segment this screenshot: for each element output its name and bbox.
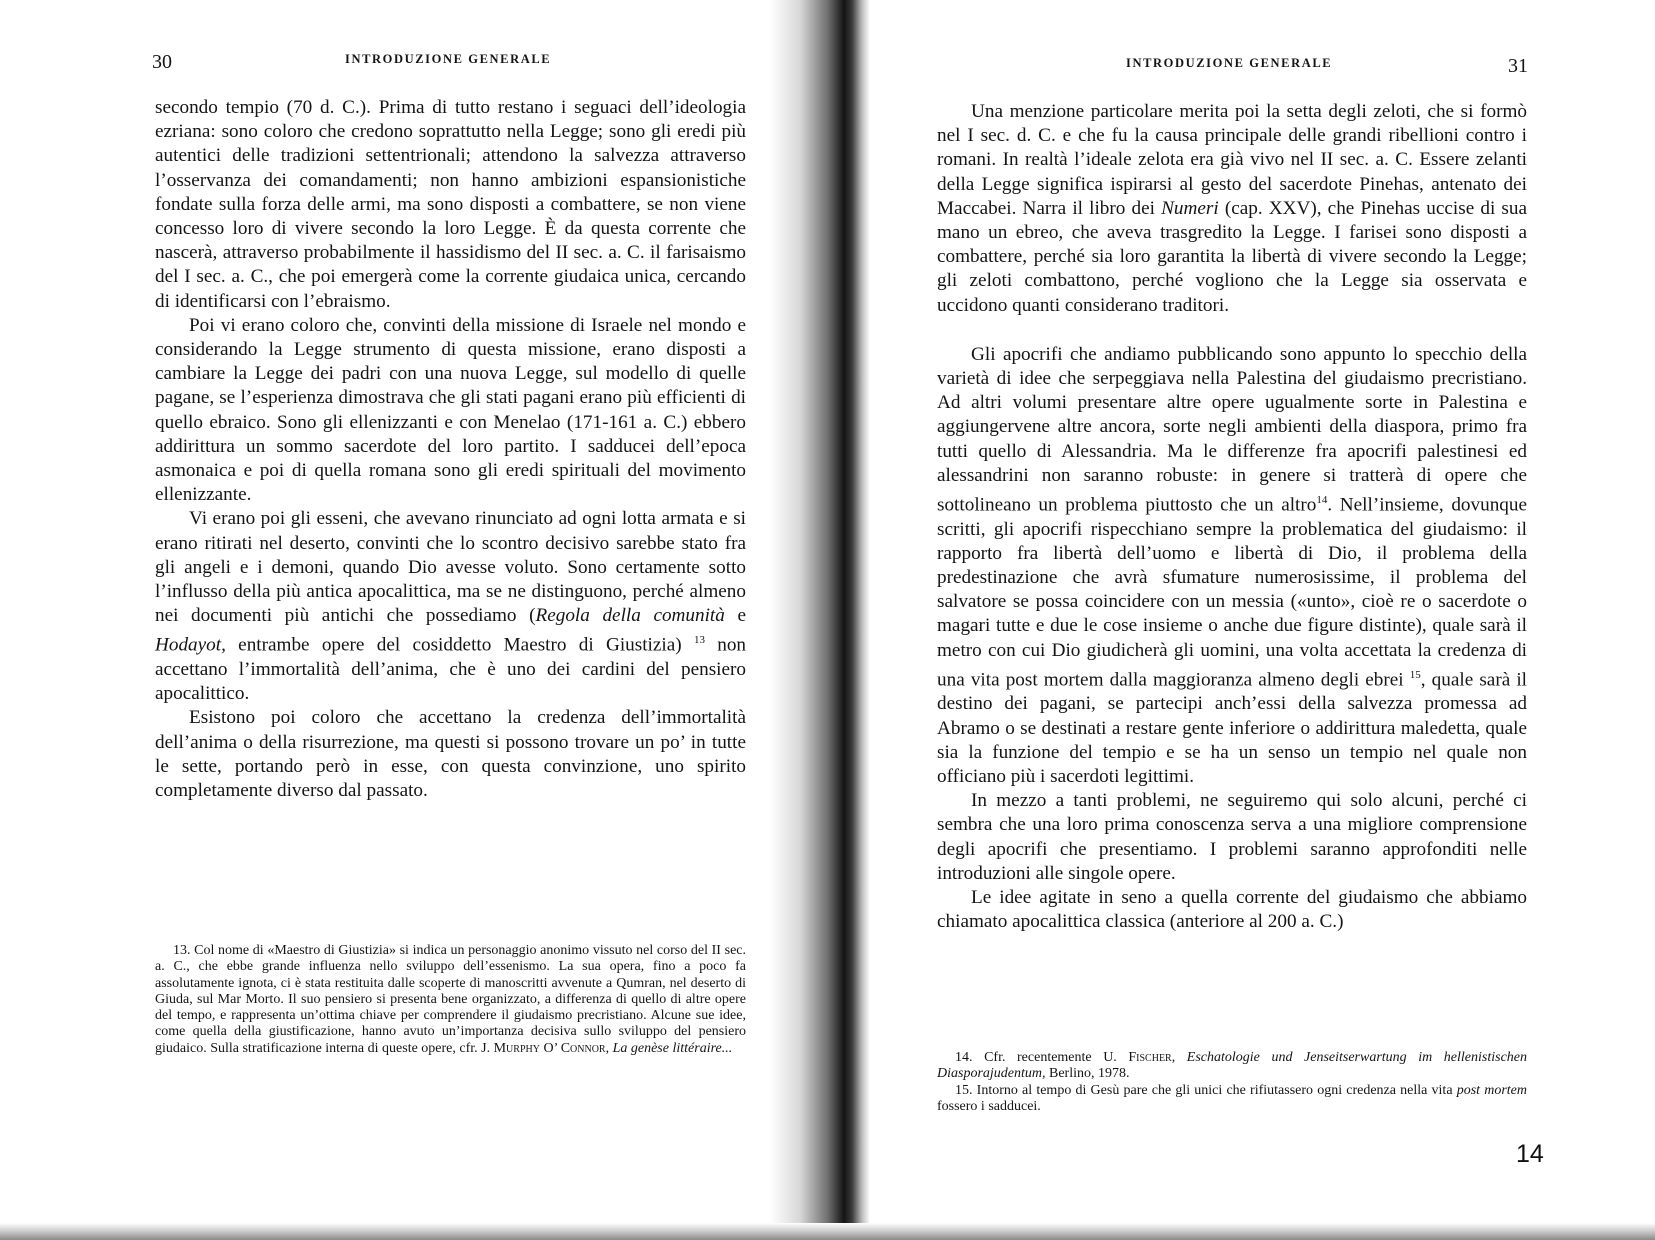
author-name: Murphy O’ Connor, [493, 1040, 610, 1056]
italic-title: Eschatologie und Jenseitserwartung im hellenistischen Diasporajudentum, [937, 1050, 1527, 1082]
text-run: 14. Cfr. recentemente U. [955, 1050, 1129, 1065]
text-run: secondo tempio (70 d. C.). Prima di tutto restano i seguaci dell’ideologia ezriana: sono coloro che credono soprattutto nella Legge; sono gli eredi più autentici delle tradizioni settentrionali; attendono la salvezza attraverso l’osservanza dei comandamenti; non hanno ambizioni espansionistiche fondate sulla forza delle armi, ma sono disposti a combattere, se non viene concesso loro di vivere secondo la loro Legge. È da questa corrente che nascerà, attraverso probabilmente il hassidismo del II sec. a. C. il farisaismo del I sec. a. C., che poi emergerà come la corrente giudaica unica, cercando di identificarsi con l’ebraismo. [155, 97, 746, 312]
left-paragraph [155, 314, 746, 508]
text-run: Berlino, 1978. [1045, 1066, 1130, 1082]
text-run: , quale sarà il destino dei pagani, se partecipi anch’essi della salvezza promessa ad Abramo o se destinati a restare gente inferiore o addirittura maledetta, quale sia la funzione del tempio e se ha un senso un tempio nel quale non officiano più i sacerdoti legittimi. [937, 669, 1527, 788]
author-name: Fischer, [1128, 1050, 1176, 1065]
footnote-14 [937, 1050, 1527, 1083]
left-folio: 30 [152, 51, 172, 73]
italic-title: Regola della comunità [535, 605, 725, 627]
right-paragraph [937, 343, 1527, 789]
footnote-ref-13: 13 [693, 634, 705, 647]
left-paragraph [155, 96, 746, 314]
text-run: 15. Intorno al tempo di Gesù pare che gli unici che rifiutassero ogni credenza nella vita [955, 1082, 1457, 1098]
left-page [0, 0, 820, 1240]
right-folio: 31 [1508, 55, 1528, 77]
text-run: Le idee agitate in seno a quella corrente del giudaismo che abbiamo chiamato apocalittica classica (anteriore al 200 a. C.) [937, 887, 1527, 933]
footnote-15 [937, 1083, 1527, 1116]
text-run [1175, 1050, 1187, 1065]
right-paragraph [937, 789, 1527, 886]
footnote-ref-15: 15 [1409, 668, 1421, 681]
text-run: In mezzo a tanti problemi, ne seguiremo qui solo alcuni, perché ci sembra che una loro prima conoscenza serva a una migliore comprensione degli apocrifi che presentiamo. I problemi saranno approfonditi nelle introduzioni alle singole opere. [937, 790, 1527, 884]
scan-bottom-edge [0, 1223, 1655, 1240]
left-paragraph [155, 706, 746, 803]
right-page [850, 0, 1655, 1240]
footnote-ref-14: 14 [1316, 494, 1328, 507]
text-run: (cap. XXV), che Pinehas uccise di sua mano un ebreo, che aveva trasgredito la Legge. I farisei sono disposti a combattere, perché sia loro garantita la libertà di vivere secondo la Legge; gli zeloti combattono, perché vogliono che la Legge sia osservata e uccidono quanti considerano traditori. [937, 197, 1528, 316]
text-run: fossero i sadducei. [937, 1098, 1041, 1114]
text-run: e [724, 605, 747, 627]
right-paragraph [937, 886, 1527, 934]
text-run: Gli apocrifi che andiamo pubblicando sono appunto lo specchio della varietà di idee che serpeggiava nella Palestina del giudaismo precristiano. Ad altri volumi presentare altre opere ugualmente sorte in Palestina e aggiungervene altre ancora, sorte negli ambienti della diaspora, primo fra tutti quello di Alessandria. Ma le differenze fra apocrifi palestinesi ed alessandrini non saranno robuste: in genere si tratterà di opere che sottolineano un problema piuttosto che un altro [937, 343, 1527, 516]
text-run: Vi erano poi gli esseni, che avevano rinunciato ad ogni lotta armata e si erano ritirati nel deserto, convinti che lo scontro decisivo sarebbe stato fra gli angeli e i demoni, quando Dio avesse voluto. Sono certamente sotto l’influsso della più antica apocalittica, ma se ne distinguono, perché almeno nei documenti più antichi che possediamo ( [155, 508, 746, 627]
italic-title: post mortem [1456, 1082, 1527, 1098]
right-body-text [937, 100, 1527, 934]
page-sticker-number: 14 [1516, 1140, 1544, 1168]
left-running-head: INTRODUZIONE GENERALE [345, 52, 552, 66]
text-run: . Nell’insieme, dovunque scritti, gli apocrifi rispecchiano sempre la problematica del giudaismo: il rapporto fra libertà dell’uomo e libertà di Dio, il problema della predestinazione che avrà sfumature numerosissime, il problema del salvatore se possa coincidere con un messia («unto», cioè re o sacerdote o magari tutte e due le cose insieme o anche due figure distinte), quale sarà il metro con cui Dio giudicherà gli uomini, una volta accettata la credenza di una vita post mortem dalla maggioranza almeno degli ebrei [937, 494, 1527, 691]
italic-title: Hodayot, [155, 634, 226, 656]
italic-title: Numeri [1161, 197, 1219, 219]
book-gutter-shadow [770, 0, 870, 1240]
right-footnotes [937, 1050, 1527, 1115]
left-body-text [155, 96, 746, 803]
text-run: 13. Col nome di «Maestro di Giustizia» si indica un personaggio anonimo vissuto nel corso del II sec. a. C., che ebbe grande influenza nello sviluppo dell’essenismo. La sua opera, fino a poco fa assolutamente ignota, ci è stata restituita dalle scoperte di manoscritti avvenute a Qumran, nel deserto di Giuda, sul Mar Morto. Il suo pensiero si presenta bene organizzato, a differenza di quello di altre opere del tempo, e rappresenta un’ottima chiave per comprendere il giudaismo precristiano. Alcune sue idee, come quella della giustificazione, hanno avuto un’importanza decisiva sullo sviluppo del pensiero giudaico. Sulla stratificazione interna di queste opere, cfr. J. [155, 943, 746, 1056]
footnote-13 [155, 943, 746, 1057]
text-run: Esistono poi coloro che accettano la credenza dell’immortalità dell’anima o della risurrezione, ma questi si possono trovare un po’ in tutte le sette, portando però in esse, con questa convinzione, uno spirito completamente diverso dal passato. [155, 707, 746, 802]
right-running-head: INTRODUZIONE GENERALE [1126, 56, 1333, 70]
text-run: entrambe opere del cosiddetto Maestro di Giustizia) [225, 634, 694, 656]
text-run: Una menzione particolare merita poi la setta degli zeloti, che si formò nel I sec. d. C. e che fu la causa principale delle grandi ribellioni contro i romani. In realtà l’ideale zelota era già vivo nel II sec. a. C. Essere zelanti della Legge significa ispirarsi al gesto del sacerdote Pinehas, antenato dei Maccabei. Narra il libro dei [937, 101, 1527, 219]
left-paragraph [155, 507, 746, 706]
right-paragraph [937, 100, 1527, 318]
text-run: Poi vi erano coloro che, convinti della missione di Israele nel mondo e considerando la Legge strumento di questa missione, erano disposti a cambiare la Legge dei padri con una nuova Legge, sul modello di quelle pagane, se l’esperienza dimostrava che gli stati pagani erano più efficienti di quello ebraico. Sono gli ellenizzanti e con Menelao (171-161 a. C.) ebbero addirittura un sommo sacerdote del loro partito. I sadducei dell’epoca asmonaica e poi di quella romana sono gli eredi spirituali del movimento ellenizzante. [155, 314, 746, 506]
text-run: non accettano l’immortalità dell’anima, che è uno dei cardini del pensiero apocalittico. [155, 634, 747, 705]
left-footnotes [155, 943, 746, 1057]
italic-title: La genèse littéraire... [612, 1040, 733, 1056]
